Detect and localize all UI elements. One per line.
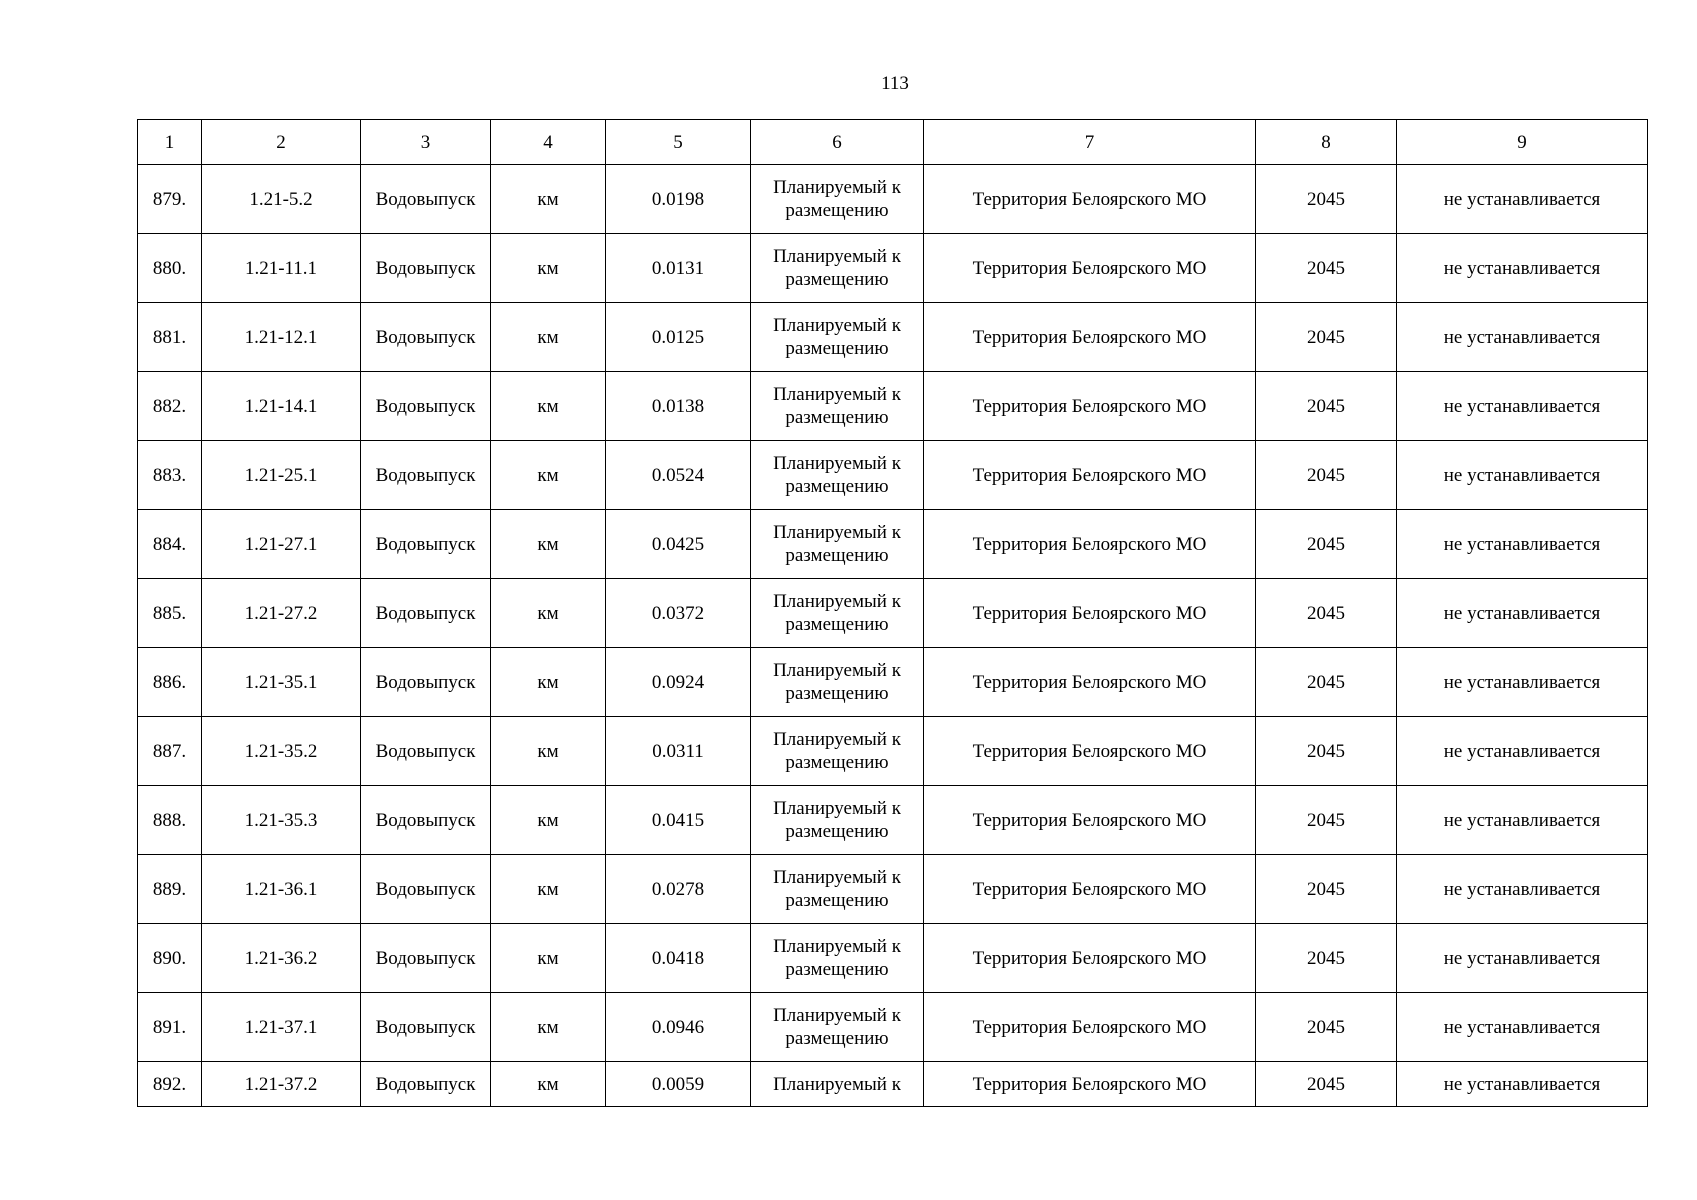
zone-cell: не устанавливается: [1397, 855, 1648, 924]
unit-cell: км: [491, 441, 606, 510]
object-name-cell: Водовыпуск: [361, 579, 491, 648]
value-cell: 0.0524: [606, 441, 751, 510]
column-header-3: 3: [361, 120, 491, 165]
object-code-cell: 1.21-36.2: [202, 924, 361, 993]
object-name-cell: Водовыпуск: [361, 717, 491, 786]
row-number-cell: 882.: [138, 372, 202, 441]
objects-table: [137, 119, 1648, 1107]
object-name-cell: Водовыпуск: [361, 924, 491, 993]
value-cell: 0.0946: [606, 993, 751, 1062]
zone-cell: не устанавливается: [1397, 786, 1648, 855]
row-number-cell: 889.: [138, 855, 202, 924]
object-code-cell: 1.21-35.3: [202, 786, 361, 855]
value-cell: 0.0425: [606, 510, 751, 579]
location-cell: Территория Белоярского МО: [924, 165, 1256, 234]
unit-cell: км: [491, 924, 606, 993]
value-cell: 0.0278: [606, 855, 751, 924]
value-cell: 0.0372: [606, 579, 751, 648]
status-line-1: Планируемый к: [773, 936, 901, 957]
status-cell: [751, 441, 924, 510]
column-number-header-row: [138, 120, 1648, 165]
row-number-cell: 886.: [138, 648, 202, 717]
object-name-cell: Водовыпуск: [361, 855, 491, 924]
table-row: [138, 441, 1648, 510]
location-cell: Территория Белоярского МО: [924, 924, 1256, 993]
object-code-cell: 1.21-25.1: [202, 441, 361, 510]
status-line-1: Планируемый к: [773, 177, 901, 198]
status-line-2: размещению: [785, 959, 889, 980]
zone-cell: не устанавливается: [1397, 579, 1648, 648]
location-cell: Территория Белоярского МО: [924, 234, 1256, 303]
unit-cell: км: [491, 234, 606, 303]
status-line-2: размещению: [785, 683, 889, 704]
location-cell: Территория Белоярского МО: [924, 786, 1256, 855]
table-row: [138, 510, 1648, 579]
year-cell: 2045: [1256, 579, 1397, 648]
status-cell: [751, 648, 924, 717]
table-row: [138, 303, 1648, 372]
object-name-cell: Водовыпуск: [361, 648, 491, 717]
table-row: [138, 717, 1648, 786]
zone-cell: не устанавливается: [1397, 510, 1648, 579]
value-cell: 0.0418: [606, 924, 751, 993]
status-line-1: Планируемый к: [773, 1073, 901, 1095]
unit-cell: км: [491, 993, 606, 1062]
row-number-cell: 879.: [138, 165, 202, 234]
zone-cell: не устанавливается: [1397, 717, 1648, 786]
object-name-cell: Водовыпуск: [361, 441, 491, 510]
unit-cell: км: [491, 1062, 606, 1107]
table-row: [138, 579, 1648, 648]
location-cell: Территория Белоярского МО: [924, 1062, 1256, 1107]
location-cell: Территория Белоярского МО: [924, 372, 1256, 441]
value-cell: 0.0415: [606, 786, 751, 855]
status-line-1: Планируемый к: [773, 867, 901, 888]
object-name-cell: Водовыпуск: [361, 786, 491, 855]
object-name-cell: Водовыпуск: [361, 1062, 491, 1107]
year-cell: 2045: [1256, 234, 1397, 303]
status-line-2: размещению: [785, 338, 889, 359]
status-cell: [751, 855, 924, 924]
value-cell: 0.0138: [606, 372, 751, 441]
object-name-cell: Водовыпуск: [361, 993, 491, 1062]
table-row: [138, 993, 1648, 1062]
location-cell: Территория Белоярского МО: [924, 441, 1256, 510]
location-cell: Территория Белоярского МО: [924, 579, 1256, 648]
column-header-9: 9: [1397, 120, 1648, 165]
zone-cell: не устанавливается: [1397, 648, 1648, 717]
table-row: [138, 924, 1648, 993]
object-code-cell: 1.21-11.1: [202, 234, 361, 303]
status-line-1: Планируемый к: [773, 246, 901, 267]
status-line-1: Планируемый к: [773, 729, 901, 750]
zone-cell: не устанавливается: [1397, 1062, 1648, 1107]
zone-cell: не устанавливается: [1397, 993, 1648, 1062]
year-cell: 2045: [1256, 786, 1397, 855]
row-number-cell: 887.: [138, 717, 202, 786]
year-cell: 2045: [1256, 648, 1397, 717]
unit-cell: км: [491, 372, 606, 441]
row-number-cell: 891.: [138, 993, 202, 1062]
zone-cell: не устанавливается: [1397, 372, 1648, 441]
status-cell: [751, 372, 924, 441]
location-cell: Территория Белоярского МО: [924, 510, 1256, 579]
row-number-cell: 880.: [138, 234, 202, 303]
status-cell: [751, 1062, 924, 1107]
zone-cell: не устанавливается: [1397, 924, 1648, 993]
table-row: [138, 372, 1648, 441]
value-cell: 0.0198: [606, 165, 751, 234]
zone-cell: не устанавливается: [1397, 165, 1648, 234]
row-number-cell: 881.: [138, 303, 202, 372]
status-cell: [751, 165, 924, 234]
object-name-cell: Водовыпуск: [361, 303, 491, 372]
column-header-1: 1: [138, 120, 202, 165]
status-cell: [751, 924, 924, 993]
object-code-cell: 1.21-14.1: [202, 372, 361, 441]
unit-cell: км: [491, 648, 606, 717]
column-header-4: 4: [491, 120, 606, 165]
status-line-2: размещению: [785, 821, 889, 842]
value-cell: 0.0924: [606, 648, 751, 717]
location-cell: Территория Белоярского МО: [924, 855, 1256, 924]
status-line-2: размещению: [785, 200, 889, 221]
unit-cell: км: [491, 786, 606, 855]
status-line-1: Планируемый к: [773, 660, 901, 681]
location-cell: Территория Белоярского МО: [924, 648, 1256, 717]
object-name-cell: Водовыпуск: [361, 372, 491, 441]
object-code-cell: 1.21-35.1: [202, 648, 361, 717]
status-line-2: размещению: [785, 407, 889, 428]
status-cell: [751, 510, 924, 579]
status-cell: [751, 303, 924, 372]
year-cell: 2045: [1256, 993, 1397, 1062]
row-number-cell: 890.: [138, 924, 202, 993]
table-row: [138, 234, 1648, 303]
status-line-1: Планируемый к: [773, 453, 901, 474]
status-line-2: размещению: [785, 545, 889, 566]
object-code-cell: 1.21-27.2: [202, 579, 361, 648]
row-number-cell: 885.: [138, 579, 202, 648]
table-body: [138, 165, 1648, 1107]
year-cell: 2045: [1256, 924, 1397, 993]
unit-cell: км: [491, 303, 606, 372]
row-number-cell: 888.: [138, 786, 202, 855]
row-number-cell: 884.: [138, 510, 202, 579]
value-cell: 0.0125: [606, 303, 751, 372]
year-cell: 2045: [1256, 441, 1397, 510]
object-code-cell: 1.21-5.2: [202, 165, 361, 234]
location-cell: Территория Белоярского МО: [924, 717, 1256, 786]
status-line-2: размещению: [785, 476, 889, 497]
column-header-2: 2: [202, 120, 361, 165]
status-line-1: Планируемый к: [773, 591, 901, 612]
status-cell: [751, 993, 924, 1062]
zone-cell: не устанавливается: [1397, 234, 1648, 303]
unit-cell: км: [491, 855, 606, 924]
column-header-5: 5: [606, 120, 751, 165]
table-row: [138, 1062, 1648, 1107]
year-cell: 2045: [1256, 855, 1397, 924]
object-name-cell: Водовыпуск: [361, 510, 491, 579]
table-row: [138, 786, 1648, 855]
zone-cell: не устанавливается: [1397, 441, 1648, 510]
row-number-cell: 883.: [138, 441, 202, 510]
status-line-1: Планируемый к: [773, 522, 901, 543]
status-line-2: размещению: [785, 752, 889, 773]
year-cell: 2045: [1256, 510, 1397, 579]
object-name-cell: Водовыпуск: [361, 234, 491, 303]
location-cell: Территория Белоярского МО: [924, 303, 1256, 372]
year-cell: 2045: [1256, 717, 1397, 786]
object-code-cell: 1.21-12.1: [202, 303, 361, 372]
status-cell: [751, 579, 924, 648]
status-cell: [751, 786, 924, 855]
status-line-2: размещению: [785, 890, 889, 911]
object-name-cell: Водовыпуск: [361, 165, 491, 234]
object-code-cell: 1.21-27.1: [202, 510, 361, 579]
value-cell: 0.0311: [606, 717, 751, 786]
year-cell: 2045: [1256, 372, 1397, 441]
object-code-cell: 1.21-37.1: [202, 993, 361, 1062]
value-cell: 0.0059: [606, 1062, 751, 1107]
object-code-cell: 1.21-36.1: [202, 855, 361, 924]
location-cell: Территория Белоярского МО: [924, 993, 1256, 1062]
column-header-6: 6: [751, 120, 924, 165]
zone-cell: не устанавливается: [1397, 303, 1648, 372]
status-line-2: размещению: [785, 1028, 889, 1049]
column-header-7: 7: [924, 120, 1256, 165]
unit-cell: км: [491, 717, 606, 786]
year-cell: 2045: [1256, 303, 1397, 372]
value-cell: 0.0131: [606, 234, 751, 303]
status-cell: [751, 234, 924, 303]
year-cell: 2045: [1256, 1062, 1397, 1107]
status-line-1: Планируемый к: [773, 1005, 901, 1026]
year-cell: 2045: [1256, 165, 1397, 234]
page-number: 113: [881, 73, 909, 94]
unit-cell: км: [491, 579, 606, 648]
status-cell: [751, 717, 924, 786]
object-code-cell: 1.21-37.2: [202, 1062, 361, 1107]
column-header-8: 8: [1256, 120, 1397, 165]
row-number-cell: 892.: [138, 1062, 202, 1107]
table-row: [138, 855, 1648, 924]
status-line-1: Планируемый к: [773, 798, 901, 819]
table-row: [138, 165, 1648, 234]
unit-cell: км: [491, 165, 606, 234]
status-line-2: размещению: [785, 269, 889, 290]
object-code-cell: 1.21-35.2: [202, 717, 361, 786]
unit-cell: км: [491, 510, 606, 579]
status-line-2: размещению: [785, 614, 889, 635]
status-line-1: Планируемый к: [773, 315, 901, 336]
status-line-1: Планируемый к: [773, 384, 901, 405]
table-row: [138, 648, 1648, 717]
